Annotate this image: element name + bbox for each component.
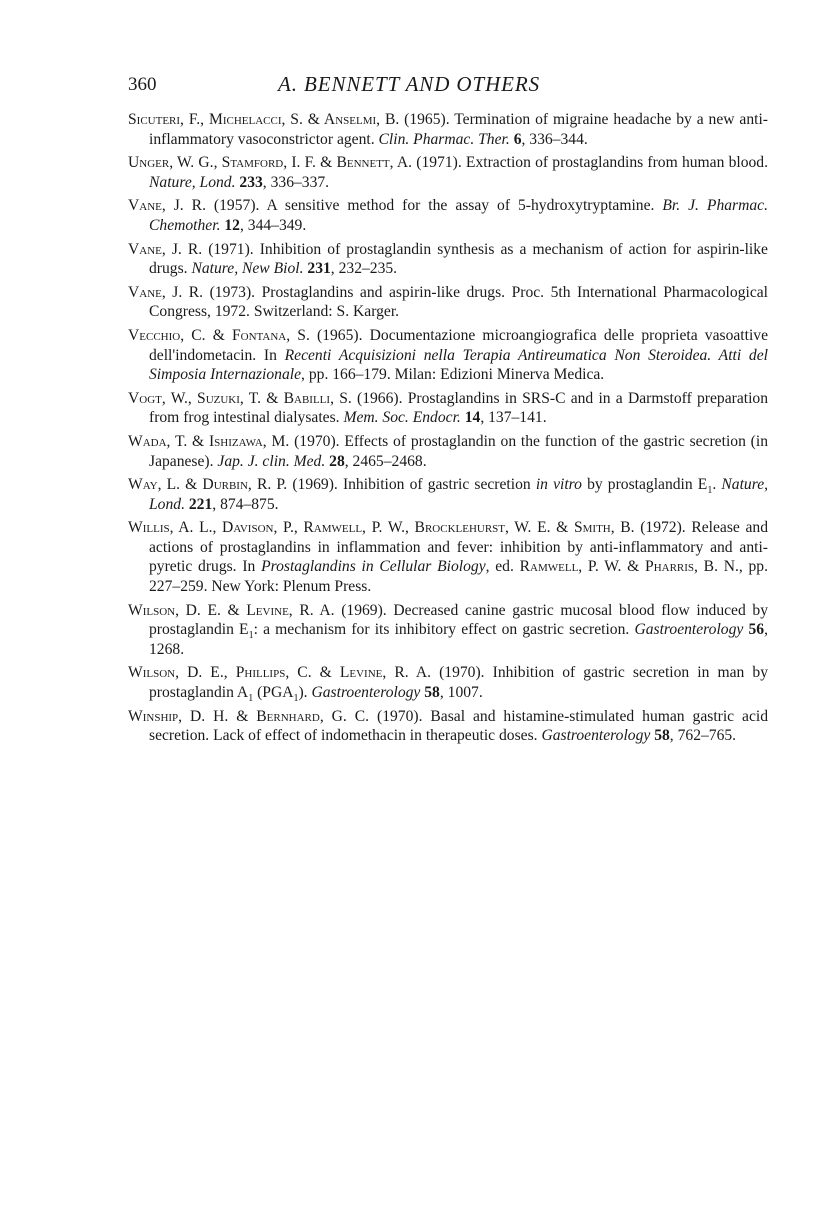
- ref-journal: Nature, Lond.: [149, 476, 769, 513]
- reference-entry: Wilson, D. E. & Levine, R. A. (1969). Decreased canine gastric mucosal blood flow induced by prostaglandin $E_1$: a mechanism for its inhibitory effect on gastric secretion. Gastroenterology 56, 1268.: [128, 601, 769, 658]
- ref-book-title: Recenti Acquisizioni nella Terapia Antireumatica Non Steroidea. Atti del Simposia Internazionale: [149, 346, 768, 384]
- reference-entry: Sicuteri, F., Michelacci, S. & Anselmi, B. (1965). Termination of migraine headache by a new anti-inflammatory vasoconstrictor agent. Clin. Pharmac. Ther. 6, 336–344.: [128, 111, 769, 148]
- ref-volume: 58: [654, 727, 670, 745]
- ref-volume: 221: [188, 495, 213, 513]
- ref-journal: Gastroenterology: [634, 621, 744, 639]
- ref-authors: Willis, A. L., Davison, P., Ramwell, P. W., Brocklehurst, W. E. & Smith, B.: [128, 519, 635, 537]
- reference-entry: Wilson, D. E., Phillips, C. & Levine, R. A. (1970). Inhibition of gastric secretion in man by prostaglandin $A_1$ $(PGA_1)$. Gastroenterology 58, 1007.: [128, 664, 768, 705]
- ref-authors: Unger, W. G., Stamford, I. F. & Bennett, A.: [128, 154, 413, 172]
- ref-authors: Wilson, D. E. & Levine, R. A.: [128, 601, 335, 619]
- ref-journal: Nature, New Biol.: [191, 260, 304, 278]
- ref-journal: Clin. Pharmac. Ther.: [378, 130, 510, 148]
- ref-journal: Gastroenterology: [541, 727, 651, 745]
- ref-book-title: Prostaglandins in Cellular Biology: [261, 558, 486, 576]
- ref-journal: Nature, Lond.: [149, 173, 236, 191]
- reference-entry: Vane, J. R. (1973). Prostaglandins and aspirin-like drugs. Proc. 5th International Pharmacological Congress, 1972. Switzerland: S. Karger.: [128, 283, 768, 321]
- ref-authors: Wada, T. & Ishizawa, M.: [128, 432, 290, 450]
- ref-journal: Gastroenterology: [311, 684, 421, 702]
- page-header: [128, 74, 768, 104]
- ref-authors: Vogt, W., Suzuki, T. & Babilli, S.: [128, 389, 352, 407]
- ref-volume: 231: [307, 260, 331, 278]
- ref-editors: Ramwell, P. W. & Pharris, B. N.: [519, 558, 739, 576]
- ref-journal: Mem. Soc. Endocr.: [343, 409, 461, 427]
- reference-list: [128, 110, 768, 750]
- ref-subscript: 1: [293, 693, 299, 705]
- ref-authors: Vane, J. R.: [128, 240, 203, 258]
- ref-authors: Wilson, D. E., Phillips, C. & Levine, R. A.: [128, 664, 432, 682]
- ref-authors: Vecchio, C. & Fontana, S.: [128, 326, 310, 344]
- reference-entry: Vecchio, C. & Fontana, S. (1965). Documentazione microangiografica delle proprieta vasoattive dell'indometacin. In Recenti Acquisizioni nella Terapia Antireumatica Non Steroidea. Atti del Simposia Internazionale, pp. 166–179. Milan: Edizioni Minerva Medica.: [128, 326, 768, 384]
- ref-journal: Br. J. Pharmac. Chemother.: [149, 197, 768, 234]
- page-number: 360: [128, 74, 157, 95]
- ref-volume: 12: [224, 216, 240, 234]
- reference-entry: Wada, T. & Ishizawa, M. (1970). Effects of prostaglandin on the function of the gastric secretion (in Japanese). Jap. J. clin. Med. 28, 2465–2468.: [128, 432, 768, 470]
- ref-authors: Sicuteri, F., Michelacci, S. & Anselmi, B.: [128, 111, 400, 128]
- ref-volume: 56: [748, 621, 765, 639]
- ref-authors: Winship, D. H. & Bernhard, G. C.: [128, 707, 370, 725]
- ref-authors: Vane, J. R.: [128, 283, 204, 301]
- ref-subscript: 1: [707, 485, 713, 497]
- ref-authors: Vane, J. R.: [128, 197, 206, 215]
- ref-volume: 14: [464, 409, 481, 427]
- ref-journal: Jap. J. clin. Med.: [217, 452, 326, 470]
- reference-entry: Unger, W. G., Stamford, I. F. & Bennett, A. (1971). Extraction of prostaglandins from human blood. Nature, Lond. 233, 336–337.: [128, 154, 768, 191]
- reference-entry: Vane, J. R. (1957). A sensitive method for the assay of 5-hydroxytryptamine. Br. J. Pharmac. Chemother. 12, 344–349.: [128, 197, 768, 234]
- ref-subscript: 1: [248, 693, 254, 705]
- reference-entry: Winship, D. H. & Bernhard, G. C. (1970). Basal and histamine-stimulated human gastric acid secretion. Lack of effect of indomethacin in therapeutic doses. Gastroenterology 58, 762–765.: [128, 707, 769, 745]
- ref-volume: 233: [239, 173, 263, 191]
- running-title: A. BENNETT AND OTHERS: [278, 72, 540, 96]
- ref-volume: 28: [329, 452, 345, 470]
- ref-volume: 6: [513, 130, 522, 148]
- ref-authors: Way, L. & Durbin, R. P.: [128, 476, 288, 494]
- ref-volume: 58: [424, 684, 440, 702]
- ref-italic-phrase: in vitro: [535, 476, 582, 494]
- reference-entry: Way, L. & Durbin, R. P. (1969). Inhibition of gastric secretion in vitro by prostaglandin $E_1$. Nature, Lond. 221, 874–875.: [128, 476, 769, 513]
- reference-entry: Willis, A. L., Davison, P., Ramwell, P. W., Brocklehurst, W. E. & Smith, B. (1972). Release and actions of prostaglandins in inflammation and fever: inhibition by anti-inflammatory and anti-pyretic drugs. In Prostaglandins in Cellular Biology, ed. Ramwell, P. W. & Pharris, B. N., pp. 227–259. New York: Plenum Press.: [128, 519, 769, 596]
- reference-entry: Vane, J. R. (1971). Inhibition of prostaglandin synthesis as a mechanism of action for aspirin-like drugs. Nature, New Biol. 231, 232–235.: [128, 240, 768, 278]
- reference-entry: Vogt, W., Suzuki, T. & Babilli, S. (1966). Prostaglandins in SRS-C and in a Darmstoff preparation from frog intestinal dialysates. Mem. Soc. Endocr. 14, 137–141.: [128, 389, 768, 427]
- ref-subscript: 1: [248, 630, 254, 642]
